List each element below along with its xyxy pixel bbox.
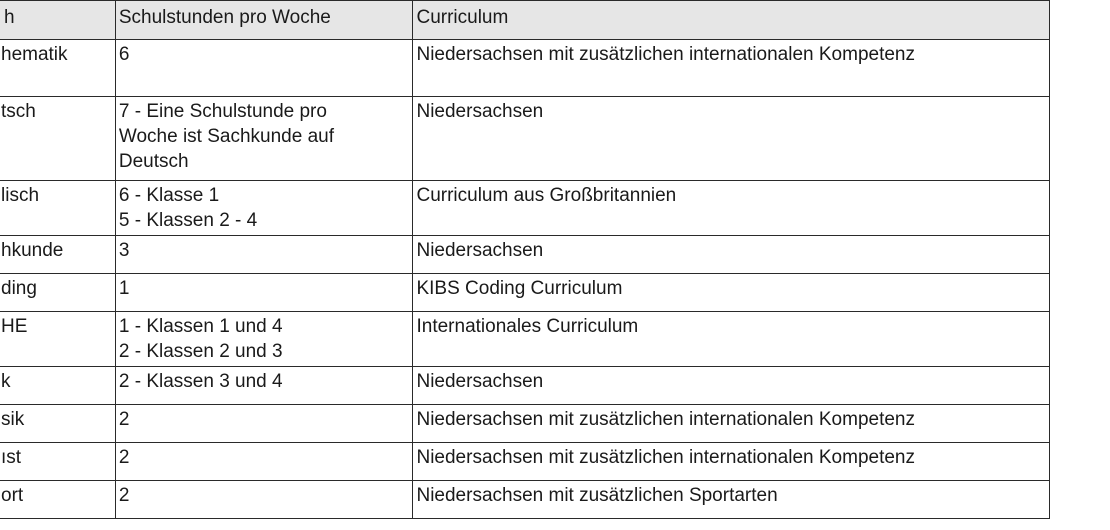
curriculum-cell bbox=[413, 312, 1050, 367]
hours-line: 1 bbox=[118, 278, 130, 299]
subject-cell bbox=[0, 481, 115, 519]
hours-cell bbox=[115, 40, 413, 97]
header-curriculum: Curriculum bbox=[413, 1, 1050, 40]
subject-text: hematik bbox=[1, 44, 68, 65]
curriculum-cell bbox=[413, 367, 1050, 405]
hours-line: 5 - Klassen 2 - 4 bbox=[118, 210, 258, 231]
hours-cell bbox=[115, 443, 413, 481]
curriculum-text: Niedersachsen mit zusätzlichen internationalen Kompetenz bbox=[416, 447, 915, 468]
hours-line: 2 bbox=[118, 409, 130, 430]
hours-cell bbox=[115, 367, 413, 405]
subject-cell bbox=[0, 443, 115, 481]
table-row bbox=[0, 236, 1050, 274]
hours-cell bbox=[115, 481, 413, 519]
curriculum-cell bbox=[413, 236, 1050, 274]
curriculum-cell bbox=[413, 274, 1050, 312]
subject-cell bbox=[0, 40, 115, 97]
table-row bbox=[0, 97, 1050, 181]
hours-cell bbox=[115, 312, 413, 367]
hours-line: 2 bbox=[118, 447, 130, 468]
subject-cell bbox=[0, 274, 115, 312]
curriculum-cell bbox=[413, 405, 1050, 443]
subject-text: ding bbox=[1, 278, 37, 299]
subject-text: ort bbox=[1, 485, 24, 506]
curriculum-text: Curriculum aus Großbritannien bbox=[416, 185, 677, 206]
subject-text: HE bbox=[1, 316, 28, 337]
table-row bbox=[0, 312, 1050, 367]
curriculum-cell bbox=[413, 443, 1050, 481]
hours-cell bbox=[115, 236, 413, 274]
table-row bbox=[0, 40, 1050, 97]
subject-text: lisch bbox=[1, 185, 40, 206]
subject-text: hkunde bbox=[1, 240, 64, 261]
hours-line: Deutsch bbox=[118, 151, 189, 172]
curriculum-cell bbox=[413, 40, 1050, 97]
subject-text: ıst bbox=[1, 447, 22, 468]
curriculum-text: Niedersachsen bbox=[416, 101, 544, 122]
curriculum-text: Niedersachsen bbox=[416, 240, 544, 261]
hours-line: 3 bbox=[118, 240, 130, 261]
subject-text: k bbox=[1, 371, 11, 392]
table-row bbox=[0, 181, 1050, 236]
subject-cell bbox=[0, 367, 115, 405]
table-row bbox=[0, 405, 1050, 443]
hours-line: Woche ist Sachkunde auf bbox=[118, 126, 334, 147]
curriculum-text: Niedersachsen bbox=[416, 371, 544, 392]
hours-line: 2 - Klassen 2 und 3 bbox=[118, 341, 283, 362]
subject-text: sik bbox=[1, 409, 25, 430]
hours-line: 2 - Klassen 3 und 4 bbox=[118, 371, 283, 392]
hours-cell bbox=[115, 181, 413, 236]
hours-line: 6 bbox=[118, 44, 130, 65]
subject-cell bbox=[0, 405, 115, 443]
curriculum-cell bbox=[413, 97, 1050, 181]
hours-line: 7 - Eine Schulstunde pro bbox=[118, 101, 327, 122]
subject-cell bbox=[0, 181, 115, 236]
header-subject bbox=[0, 1, 115, 40]
curriculum-cell bbox=[413, 181, 1050, 236]
curriculum-cell bbox=[413, 481, 1050, 519]
hours-line: 2 bbox=[118, 485, 130, 506]
curriculum-text: KIBS Coding Curriculum bbox=[416, 278, 623, 299]
header-subject-text: h bbox=[4, 7, 15, 28]
hours-line: 6 - Klasse 1 bbox=[118, 185, 220, 206]
table-row bbox=[0, 274, 1050, 312]
header-hours: Schulstunden pro Woche bbox=[115, 1, 413, 40]
table-header-row bbox=[0, 1, 1050, 40]
table-row bbox=[0, 443, 1050, 481]
curriculum-text: Niedersachsen mit zusätzlichen Sportarten bbox=[416, 485, 778, 506]
subject-cell bbox=[0, 312, 115, 367]
curriculum-text: Internationales Curriculum bbox=[416, 316, 639, 337]
hours-cell bbox=[115, 405, 413, 443]
subject-cell bbox=[0, 97, 115, 181]
table-row bbox=[0, 367, 1050, 405]
hours-cell bbox=[115, 97, 413, 181]
curriculum-text: Niedersachsen mit zusätzlichen internationalen Kompetenz bbox=[416, 44, 915, 65]
curriculum-text: Niedersachsen mit zusätzlichen internationalen Kompetenz bbox=[416, 409, 915, 430]
hours-cell bbox=[115, 274, 413, 312]
hours-line: 1 - Klassen 1 und 4 bbox=[118, 316, 283, 337]
subject-cell bbox=[0, 236, 115, 274]
table-row bbox=[0, 481, 1050, 519]
subject-text: tsch bbox=[1, 101, 36, 122]
